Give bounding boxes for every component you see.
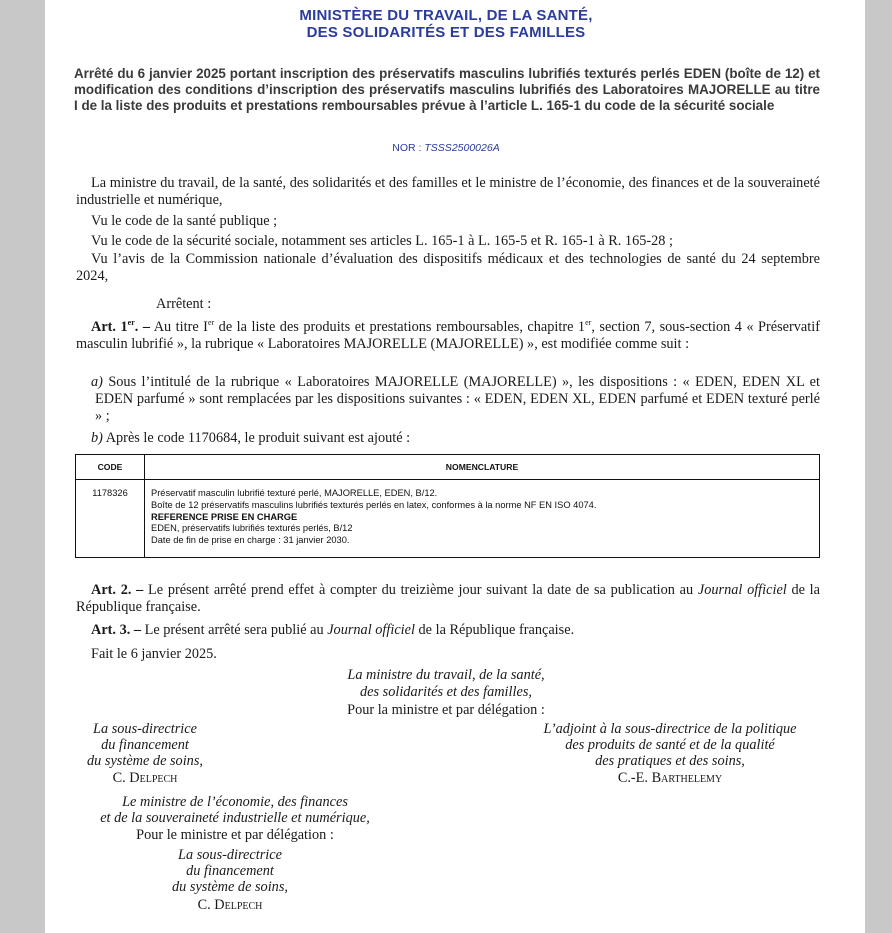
right-signatory-line3: des pratiques et des soins, [595, 753, 745, 769]
article-2-label: Art. 2. – [91, 582, 144, 598]
bottom-signatory-line3: du système de soins, [172, 879, 288, 895]
vu-code-securite-sociale: Vu le code de la sécurité sociale, notamment ses articles L. 165-1 à L. 165-5 et R. 165-1 à R. 165-28 ; [91, 233, 673, 249]
left-signatory-line1: La sous-directrice [93, 721, 197, 737]
nomenclature-line: Préservatif masculin lubrifié texturé perlé, MAJORELLE, EDEN, B/12. [151, 488, 438, 498]
bottom-signatory-name: C. Delpech [197, 897, 263, 913]
nor-label: NOR : [392, 142, 425, 154]
fait-le: Fait le 6 janvier 2025. [91, 646, 217, 662]
article-1-point-b: b) Après le code 1170684, le produit suivant est ajouté : [91, 430, 411, 446]
nomenclature-table [75, 454, 820, 558]
nomenclature-line: Boîte de 12 préservatifs masculins lubrifiés texturés perlés en latex, conformes à la norme NF EN ISO 4074. [151, 499, 597, 510]
nomenclature-line: Date de fin de prise en charge : 31 janvier 2030. [151, 535, 350, 546]
left-signatory-name: C. Delpech [112, 770, 178, 786]
point-a-label: a) [91, 374, 103, 390]
decree-title: Arrêté du 6 janvier 2025 portant inscription des préservatifs masculins lubrifiés texturés perlés EDEN (boîte de 12) et modification des conditions d’inscription des préservatifs masculins lubrifiés des Laboratoires MAJORELLE au titre I de la liste des produits et prestations remboursables prévue à l’article L. 165-1 du code de la sécurité sociale [74, 66, 820, 113]
nor-value: TSSS2500026A [424, 142, 500, 154]
signatory-ministre-travail-line2: des solidarités et des familles, [360, 684, 532, 700]
left-signatory-line2: du financement [101, 737, 189, 753]
point-b-label: b) [91, 430, 103, 446]
article-1-point-a: a) Sous l’intitulé de la rubrique « Laboratoires MAJORELLE (MAJORELLE) », les dispositions : « EDEN, EDEN XL et EDEN parfumé » sont remplacées par les dispositions suivantes : « EDEN, EDEN XL, EDEN parfumé et EDEN texturé perlé » ; [91, 374, 820, 424]
right-signatory-line1: L’adjoint à la sous-directrice de la politique [543, 721, 797, 737]
table-header-row [76, 455, 820, 480]
product-code: 1178326 [76, 480, 145, 558]
delegation-ministre-travail: Pour la ministre et par délégation : [347, 702, 545, 718]
right-signatory-line2: des produits de santé et de la qualité [565, 737, 775, 753]
vu-code-sante: Vu le code de la santé publique ; [91, 213, 278, 229]
right-signatory-name: C.-E. Barthelemy [617, 770, 723, 786]
ministry-header-line2: DES SOLIDARITÉS ET DES FAMILLES [306, 24, 586, 41]
article-1-label: Art. 1er. – [91, 318, 150, 335]
nomenclature-line: EDEN, préservatifs lubrifiés texturés perlés, B/12 [151, 523, 353, 534]
arretent: Arrêtent : [156, 296, 212, 312]
bottom-signatory-line2: du financement [186, 863, 274, 879]
article-2: Art. 2. – Le présent arrêté prend effet à compter du treizième jour suivant la date de sa publication au Journal officiel de la République française. [76, 582, 821, 615]
signatory-ministre-travail-line1: La ministre du travail, de la santé, [347, 667, 545, 683]
preamble-intro: La ministre du travail, de la santé, des solidarités et des familles et le ministre de l’économie, des finances et de la souveraineté industrielle et numérique, [76, 175, 820, 208]
article-3: Art. 3. – Le présent arrêté sera publié au Journal officiel de la République française. [91, 622, 575, 638]
column-header-code: CODE [76, 455, 145, 480]
signatory-ministre-economie-line2: et de la souveraineté industrielle et numérique, [100, 810, 370, 826]
column-header-nomenclature: NOMENCLATURE [145, 455, 820, 480]
product-nomenclature [145, 480, 820, 558]
delegation-ministre-economie: Pour le ministre et par délégation : [136, 827, 334, 843]
nomenclature-heading: REFERENCE PRISE EN CHARGE [151, 511, 298, 522]
signatory-ministre-economie-line1: Le ministre de l’économie, des finances [122, 794, 348, 810]
left-signatory-line3: du système de soins, [87, 753, 203, 769]
bottom-signatory-line1: La sous-directrice [178, 847, 282, 863]
nor-reference [0, 142, 892, 154]
article-1: Art. 1er. – Au titre Ier de la liste des produits et prestations remboursables, chapitre 1er, section 7, sous-section 4 « Préservatif masculin lubrifié », la rubrique « Laboratoires MAJORELLE (MAJORELLE) », est modifiée comme suit : [76, 318, 820, 352]
ministry-header-line1: MINISTÈRE DU TRAVAIL, DE LA SANTÉ, [299, 7, 593, 24]
table-row [76, 480, 820, 558]
vu-avis-commission: Vu l’avis de la Commission nationale d’évaluation des dispositifs médicaux et des technologies de santé du 24 septembre 2024, [76, 251, 820, 284]
article-3-label: Art. 3. – [91, 622, 142, 638]
